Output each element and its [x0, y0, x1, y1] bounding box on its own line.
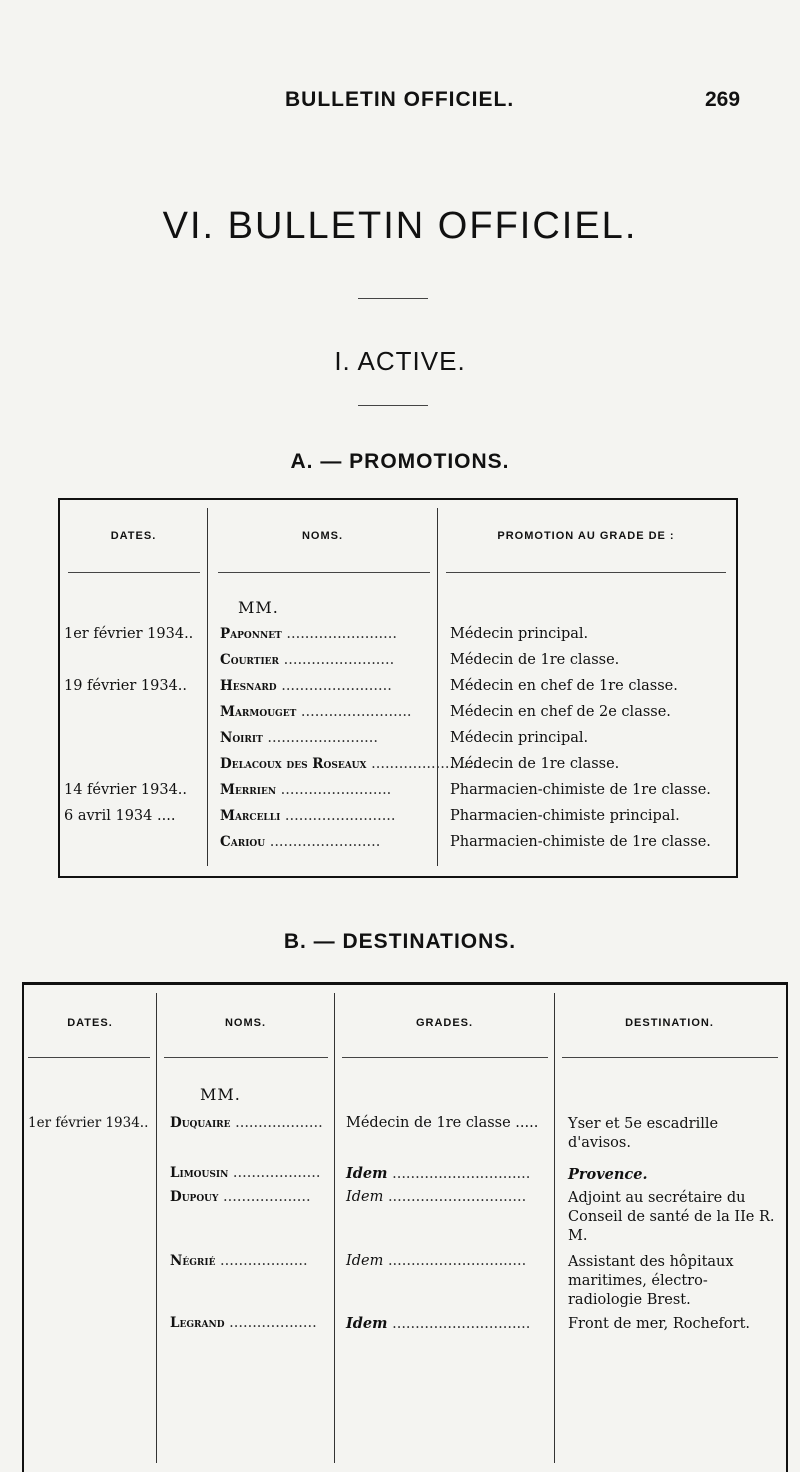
- row-date: 19 février 1934..: [64, 678, 188, 694]
- column-separator: [554, 993, 555, 1463]
- column-header-promotion: PROMOTION AU GRADE DE :: [497, 530, 675, 542]
- row-destination: Provence.: [568, 1166, 648, 1183]
- running-header-title: BULLETIN OFFICIEL.: [285, 88, 515, 111]
- row-name: Marcelli ........................: [220, 808, 396, 824]
- promotions-title: A. — PROMOTIONS.: [290, 450, 510, 473]
- row-date: 14 février 1934..: [64, 782, 188, 798]
- row-name: Noirit ........................: [220, 730, 379, 746]
- row-promotion: Médecin en chef de 2e classe.: [450, 704, 671, 720]
- row-name: Cariou ........................: [220, 834, 381, 850]
- mm-label: MM.: [200, 1085, 241, 1104]
- header-rule: [562, 1057, 778, 1058]
- row-name: Limousin ...................: [170, 1165, 321, 1181]
- row-grade: Médecin de 1re classe .....: [346, 1115, 539, 1131]
- row-grade: Idem ..............................: [346, 1165, 531, 1182]
- row-grade: Idem ..............................: [346, 1189, 527, 1205]
- section-divider: [358, 405, 428, 406]
- main-title: VI. BULLETIN OFFICIEL.: [162, 205, 638, 247]
- title-divider: [358, 298, 428, 299]
- row-promotion: Médecin principal.: [450, 730, 589, 746]
- header-rule: [28, 1057, 150, 1058]
- row-promotion: Médecin en chef de 1re classe.: [450, 678, 678, 694]
- destinations-table: [22, 982, 788, 1472]
- row-destination: Yser et 5e escadrille d'avisos.: [568, 1116, 719, 1151]
- column-separator: [207, 508, 208, 866]
- row-name: Paponnet ........................: [220, 626, 397, 642]
- section-title: I. ACTIVE.: [334, 346, 466, 376]
- row-destination: Assistant des hôpitaux maritimes, électro-radiologie Brest.: [568, 1254, 734, 1308]
- row-name: Duquaire ...................: [170, 1115, 323, 1131]
- row-date: 6 avril 1934 ....: [64, 808, 176, 824]
- column-separator: [156, 993, 157, 1463]
- column-header-dates: DATES.: [110, 530, 157, 542]
- row-promotion: Médecin principal.: [450, 626, 589, 642]
- row-name: Delacoux des Roseaux ........................: [220, 756, 482, 772]
- row-promotion: Pharmacien-chimiste de 1re classe.: [450, 834, 711, 850]
- row-promotion: Médecin de 1re classe.: [450, 652, 620, 668]
- column-header-grades: GRADES.: [415, 1017, 474, 1029]
- column-header-names: NOMS.: [301, 530, 344, 542]
- header-rule: [342, 1057, 548, 1058]
- column-header-names: NOMS.: [224, 1017, 267, 1029]
- destinations-title: B. — DESTINATIONS.: [283, 930, 517, 953]
- column-header-destination: DESTINATION.: [625, 1017, 714, 1029]
- column-header-dates: DATES.: [67, 1017, 113, 1029]
- promotions-table: [58, 498, 738, 878]
- row-destination: Adjoint au secrétaire du Conseil de santé de la IIe R. M.: [568, 1190, 775, 1244]
- row-promotion: Médecin de 1re classe.: [450, 756, 620, 772]
- row-name: Hesnard ........................: [220, 678, 392, 694]
- column-separator: [334, 993, 335, 1463]
- row-name: Négrié ...................: [170, 1253, 308, 1269]
- row-grade: Idem ..............................: [346, 1315, 531, 1332]
- row-date: 1er février 1934..: [28, 1115, 149, 1131]
- mm-label: MM.: [238, 598, 279, 617]
- row-name: Dupouy ...................: [170, 1189, 311, 1205]
- header-rule: [446, 572, 726, 573]
- row-destination: Front de mer, Rochefort.: [568, 1316, 751, 1332]
- row-name: Courtier ........................: [220, 652, 395, 668]
- header-rule: [164, 1057, 328, 1058]
- row-grade: Idem ..............................: [346, 1253, 527, 1269]
- page-number: 269: [705, 88, 741, 111]
- row-promotion: Pharmacien-chimiste de 1re classe.: [450, 782, 711, 798]
- row-name: Legrand ...................: [170, 1315, 317, 1331]
- row-date: 1er février 1934..: [64, 626, 194, 642]
- header-rule: [68, 572, 200, 573]
- row-promotion: Pharmacien-chimiste principal.: [450, 808, 680, 824]
- row-name: Marmouget ........................: [220, 704, 412, 720]
- row-name: Merrien ........................: [220, 782, 392, 798]
- column-separator: [437, 508, 438, 866]
- header-rule: [218, 572, 430, 573]
